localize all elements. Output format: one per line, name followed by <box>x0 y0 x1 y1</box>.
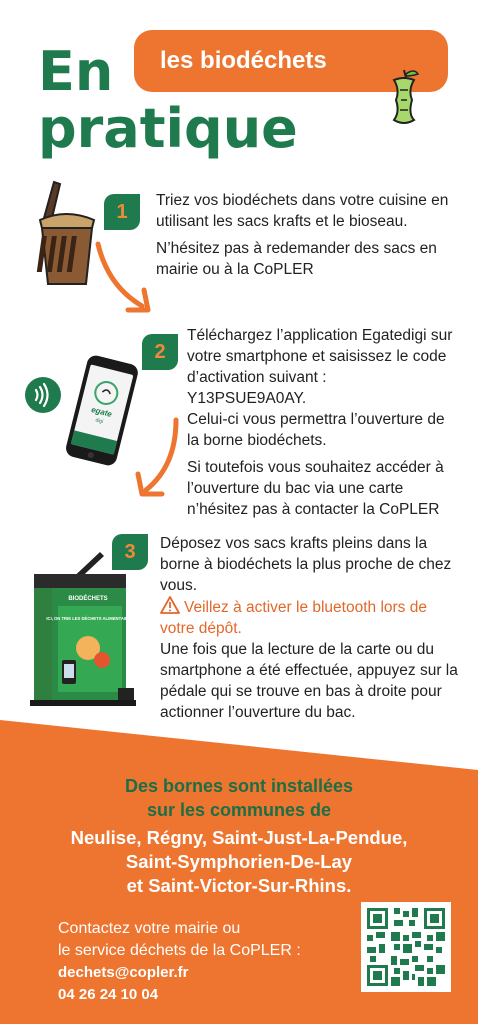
bornes-line: sur les communes de <box>146 800 332 820</box>
bornes-line: Des bornes sont installées <box>124 776 354 796</box>
title-en: En <box>38 40 114 103</box>
step-2-line: Celui-ci vous permettra l’ouverture de la borne biodéchets. <box>187 411 445 449</box>
step-1-paragraph: N’hésitez pas à redemander des sacs en mairie ou à la CoPLER <box>156 240 437 278</box>
bin-poster-label: ICI, ON TRIE LES DÉCHETS ALIMENTAIRES <box>46 616 134 621</box>
step-3-warning <box>160 596 458 639</box>
step-1-paragraph: Triez vos biodéchets dans votre cuisine en utilisant les sacs krafts et le bioseau. <box>156 192 449 230</box>
warning-text: Veillez à activer le bluetooth lors de votre dépôt. <box>160 599 427 637</box>
step-3-outro: Une fois que la lecture de la carte ou du smartphone a été effectuée, appuyez sur la pédale qui se trouve en bas à droite pour actionner l’ouverture du bac. <box>160 641 458 721</box>
warning-icon <box>160 596 180 614</box>
communes-line: et Saint-Victor-Sur-Rhins. <box>126 875 352 896</box>
step-1-text <box>156 190 456 286</box>
bornes-info <box>0 774 478 898</box>
step-3-badge: 3 <box>112 534 148 570</box>
bin-header-label: BIODÉCHETS <box>68 596 108 602</box>
contact-line: Contactez votre mairie ou <box>58 920 241 937</box>
phone-app-sub: digi <box>94 417 104 426</box>
qr-code <box>361 902 451 992</box>
contact-line: le service déchets de la CoPLER : <box>58 942 301 959</box>
section-tag: les biodéchets <box>134 30 448 92</box>
communes-line: Neulise, Régny, Saint-Just-La-Pendue, <box>70 827 408 848</box>
communes-line: Saint-Symphorien-De-Lay <box>125 851 353 872</box>
step-3-intro: Déposez vos sacs krafts pleins dans la borne à biodéchets la plus proche de chez vous. <box>160 535 452 594</box>
activation-code: Y13PSUE9A0AY. <box>187 390 307 407</box>
step-3-text <box>160 533 458 723</box>
arrow-down-left-icon <box>132 416 188 502</box>
contact-block <box>58 918 301 1006</box>
contact-phone[interactable]: 04 26 24 10 04 <box>58 986 159 1003</box>
step-2-line: Téléchargez l’application Egatedigi sur votre smartphone et saisissez le code d’activation suivant : <box>187 327 453 386</box>
step-2-line: Si toutefois vous souhaitez accéder à l’ouverture du bac via une carte n’hésitez pas à contacter la CoPLER <box>187 459 444 518</box>
step-1-badge: 1 <box>104 194 140 230</box>
apple-core-icon <box>384 68 424 126</box>
title-pratique: pratique <box>38 97 298 160</box>
qr-code-icon <box>367 908 445 986</box>
step-2-text <box>187 325 459 520</box>
biowaste-bin-illustration <box>30 548 136 712</box>
phone-app-brand: egate <box>90 405 113 419</box>
contact-email[interactable]: dechets@copler.fr <box>58 964 189 981</box>
step-2-badge: 2 <box>142 334 178 370</box>
arrow-down-right-icon <box>92 240 162 320</box>
